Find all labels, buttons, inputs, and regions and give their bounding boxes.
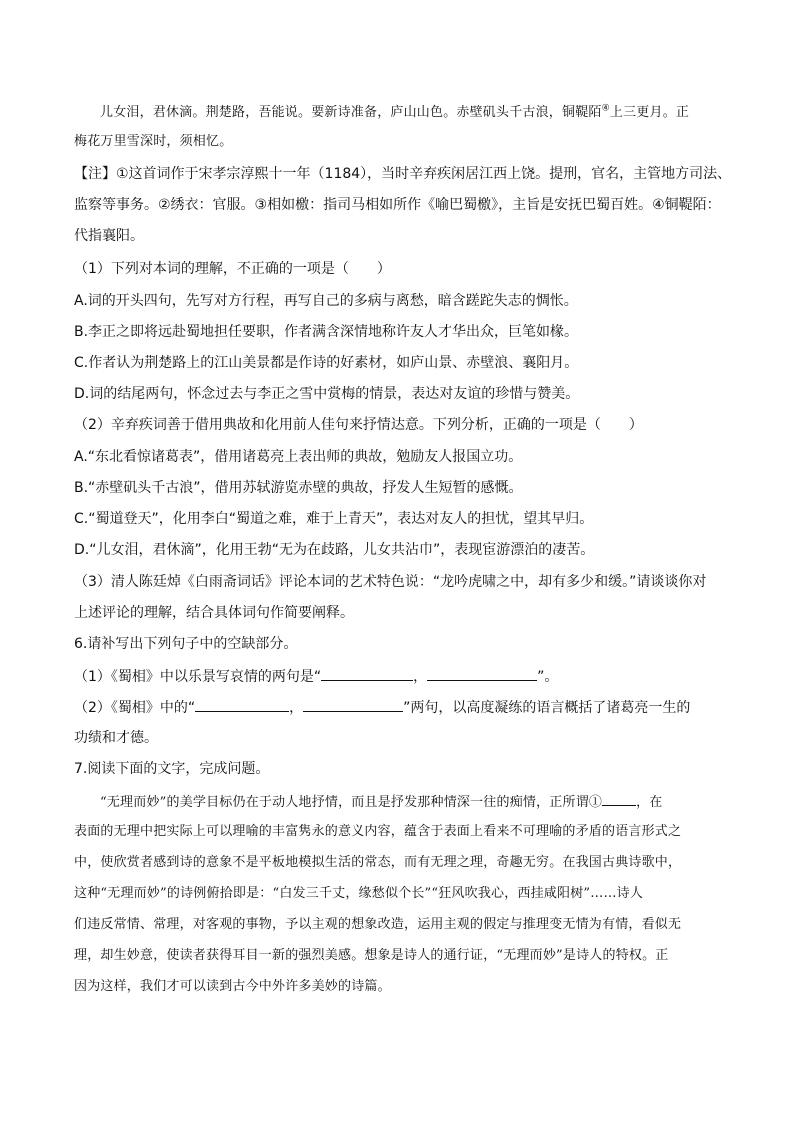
q1-option-b: B.李正之即将远赴蜀地担任要职，作者满含深情地称许友人才华出众，巨笔如椽。 (74, 324, 579, 340)
q7-para-line-4: 这种“无理而妙”的诗例俯拾即是：“白发三千丈，缘愁似个长”“狂风吹我心，西挂咸阳树”……诗人 (74, 886, 644, 901)
poem-line-1: 儿女泪，君休滴。荆楚路，吾能说。要新诗准备，庐山山色。赤壁矶头千古浪，铜鞮陌④上三更月。正 (100, 103, 690, 120)
q7-para-line-7: 因为这样，我们才可以读到古今中外许多美妙的诗篇。 (74, 979, 391, 994)
q6-title: 6.请补写出下列句子中的空缺部分。 (74, 636, 298, 652)
q1-option-d: D.词的结尾两句，怀念过去与李正之雪中赏梅的情景，表达对友谊的珍惜与赞美。 (74, 386, 580, 402)
answer-blank[interactable] (321, 666, 413, 681)
answer-blank[interactable] (427, 666, 537, 681)
q7-para-line-6: 理，却生妙意，使读者获得耳目一新的强烈美感。想象是诗人的通行证，“无理而妙”是诗人的特权。正 (74, 948, 669, 963)
q7-title: 7.阅读下面的文字，完成问题。 (74, 761, 270, 777)
footnote-marker: ④ (601, 103, 610, 114)
notes-line-1: 【注】①这首词作于宋孝宗淳熙十一年（1184），当时辛弃疾闲居江西上饶。提刑，官名，主管地方司法、 (74, 166, 732, 182)
poem-line-2: 梅花万里雪深时，须相忆。 (74, 134, 233, 149)
q7-para-line-5: 们违反常情、常理，对客观的事物，予以主观的想象改造，运用主观的假定与推理变无情为有情，看似无 (74, 917, 682, 932)
q7-para-line-3: 中，使欣赏者感到诗的意象不是平板地模拟生活的常态，而有无理之理，奇趣无穷。在我国古典诗歌中， (74, 855, 682, 870)
q6-sentence-1: （1）《蜀相》中以乐景写哀情的两句是“ ， ”。 (74, 666, 728, 687)
q6-sentence-2: （2）《蜀相》中的“ ， ”两句，以高度凝练的语言概括了诸葛亮一生的 (74, 697, 728, 718)
q1-option-a: A.词的开头四句，先写对方行程，再写自己的多病与离愁，暗含蹉跎失志的惆怅。 (74, 293, 578, 309)
answer-blank[interactable] (195, 697, 289, 712)
q2-option-d: D.“儿女泪，君休滴”，化用王勃“无为在歧路，儿女共沾巾”，表现宦游漂泊的凄苦。 (74, 542, 595, 558)
answer-blank[interactable] (602, 791, 636, 806)
q2-option-b: B.“赤壁矶头千古浪”，借用苏轼游览赤壁的典故，抒发人生短暂的感慨。 (74, 480, 523, 496)
q3-line-1: （3）清人陈廷焯《白雨斋词话》评论本词的艺术特色说：“龙吟虎啸之中，却有多少和缓。”请谈谈你对 (74, 574, 707, 590)
q7-para-line-1: “无理而妙”的美学目标仍在于动人地抒情，而且是抒发那种情深一往的痴情，正所谓① ，在 (100, 791, 728, 813)
q2-option-c: C.“蜀道登天”，化用李白“蜀道之难，难于上青天”，表达对友人的担忧，望其早归。 (74, 511, 594, 527)
q1-option-c: C.作者认为荆楚路上的江山美景都是作诗的好素材，如庐山景、赤壁浪、襄阳月。 (74, 355, 579, 371)
q2-option-a: A.“东北看惊诸葛表”，借用诸葛亮上表出师的典故，勉励友人报国立功。 (74, 449, 523, 465)
q1-stem: （1）下列对本词的理解，不正确的一项是（ ） (74, 261, 391, 277)
q3-line-2: 上述评论的理解，结合具体词句作简要阐释。 (74, 605, 354, 621)
q6-sentence-2-cont: 功绩和才德。 (74, 730, 158, 746)
q7-para-line-2: 表面的无理中把实际上可以理喻的丰富隽永的意义内容，蕴含于表面上看来不可理喻的矛盾的语言形式之 (74, 824, 682, 839)
answer-blank[interactable] (303, 697, 403, 712)
q2-stem: （2）辛弃疾词善于借用典故和化用前人佳句来抒情达意。下列分析，正确的一项是（ ） (74, 417, 643, 433)
notes-line-2: 监察等事务。②绣衣：官服。③相如檄：指司马相如所作《喻巴蜀檄》，主旨是安抚巴蜀百姓。④铜鞮陌： (74, 197, 721, 213)
notes-line-3: 代指襄阳。 (74, 228, 144, 244)
